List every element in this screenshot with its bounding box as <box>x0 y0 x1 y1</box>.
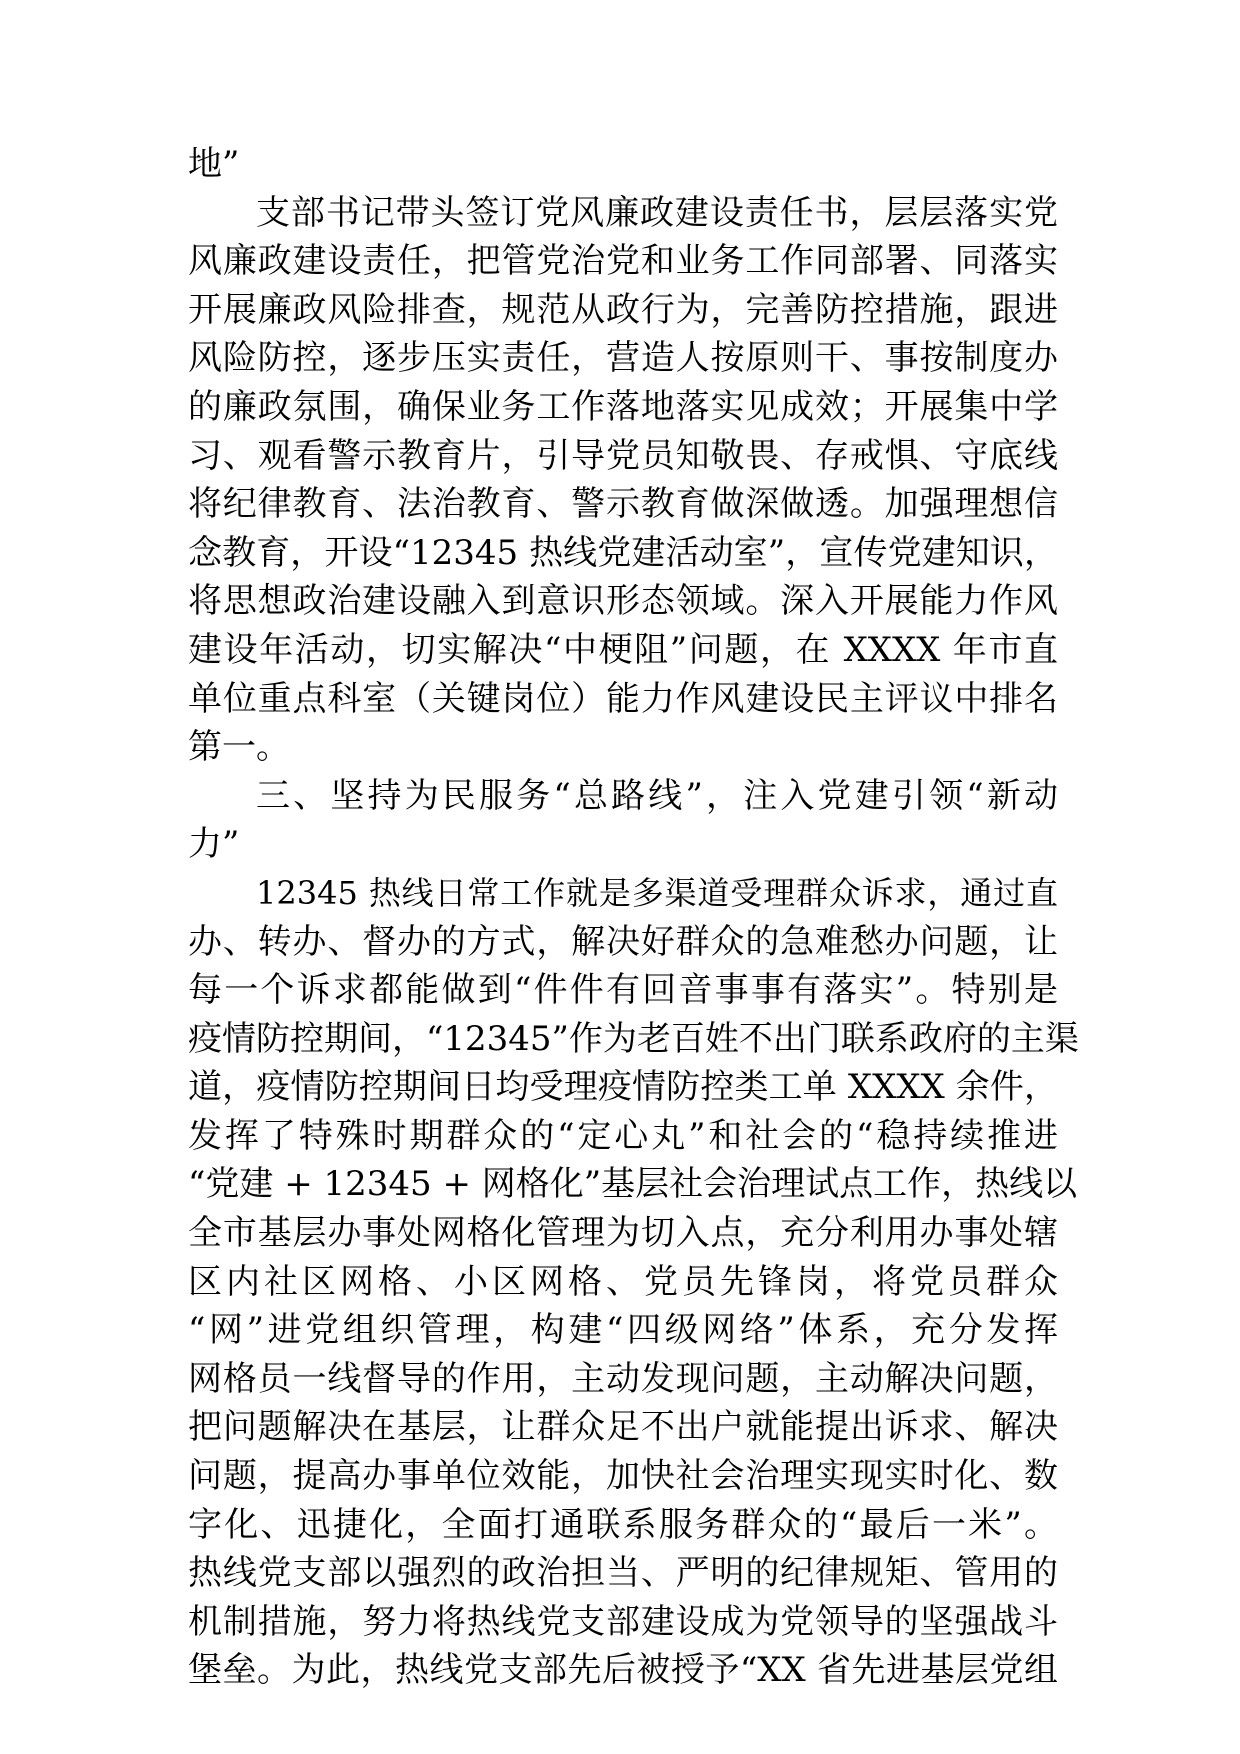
text-line: 网格员一线督导的作用，主动发现问题，主动解决问题， <box>188 1358 1058 1399</box>
text-line: 风险防控，逐步压实责任，营造人按原则干、事按制度办 <box>188 338 1058 379</box>
text-line: 第一。 <box>188 727 290 768</box>
text-line: 把问题解决在基层，让群众足不出户就能提出诉求、解决 <box>188 1407 1058 1448</box>
text-line: 问题，提高办事单位效能，加快社会治理实现实时化、数 <box>188 1456 1058 1497</box>
text-line: 字化、迅捷化，全面打通联系服务群众的“最后一米”。 <box>188 1504 1058 1545</box>
text-line: 全市基层办事处网格化管理为切入点，充分利用办事处辖 <box>188 1213 1058 1254</box>
text-line: 每一个诉求都能做到“件件有回音事事有落实”。特别是 <box>188 970 1058 1011</box>
text-line: 发挥了特殊时期群众的“定心丸”和社会的“稳持续推进 <box>188 1115 1058 1156</box>
text-line: 风廉政建设责任，把管党治党和业务工作同部署、同落实 <box>188 241 1058 282</box>
text-line: 疫情防控期间，“12345”作为老百姓不出门联系政府的主渠 <box>188 1018 1079 1059</box>
text-line: 力” <box>188 824 240 865</box>
text-line: 办、转办、督办的方式，解决好群众的急难愁办问题，让 <box>188 921 1058 962</box>
text-line: 单位重点科室（关键岗位）能力作风建设民主评议中排名 <box>188 678 1058 719</box>
text-line: 道，疫情防控期间日均受理疫情防控类工单 XXXX 余件， <box>188 1067 1058 1108</box>
text-line: “网”进党组织管理，构建“四级网络”体系，充分发挥 <box>188 1310 1058 1351</box>
text-line: 区内社区网格、小区网格、党员先锋岗，将党员群众 <box>188 1261 1058 1302</box>
text-line: 开展廉政风险排查，规范从政行为，完善防控措施，跟进 <box>188 289 1058 330</box>
text-line: 支部书记带头签订党风廉政建设责任书，层层落实党 <box>256 192 1058 233</box>
text-line: “党建 + 12345 + 网格化”基层社会治理试点工作，热线以 <box>188 1164 1078 1205</box>
text-line: 的廉政氛围，确保业务工作落地落实见成效；开展集中学 <box>188 386 1058 427</box>
text-line: 机制措施，努力将热线党支部建设成为党领导的坚强战斗 <box>188 1601 1058 1642</box>
text-line: 三、坚持为民服务“总路线”，注入党建引领“新动 <box>256 775 1058 816</box>
text-line: 将纪律教育、法治教育、警示教育做深做透。加强理想信 <box>188 484 1058 525</box>
document-body-text <box>188 140 1079 1695</box>
text-line: 习、观看警示教育片，引导党员知敬畏、存戒惧、守底线 <box>188 435 1058 476</box>
text-line: 堡垒。为此，热线党支部先后被授予“XX 省先进基层党组 <box>188 1650 1058 1691</box>
text-line: 地” <box>188 144 240 184</box>
text-line: 念教育，开设“12345 热线党建活动室”，宣传党建知识， <box>188 532 1058 573</box>
text-line: 热线党支部以强烈的政治担当、严明的纪律规矩、管用的 <box>188 1553 1058 1594</box>
text-line: 将思想政治建设融入到意识形态领域。深入开展能力作风 <box>188 581 1058 622</box>
text-line: 建设年活动，切实解决“中梗阻”问题，在 XXXX 年市直 <box>188 629 1058 670</box>
text-line: 12345 热线日常工作就是多渠道受理群众诉求，通过直 <box>256 873 1058 912</box>
